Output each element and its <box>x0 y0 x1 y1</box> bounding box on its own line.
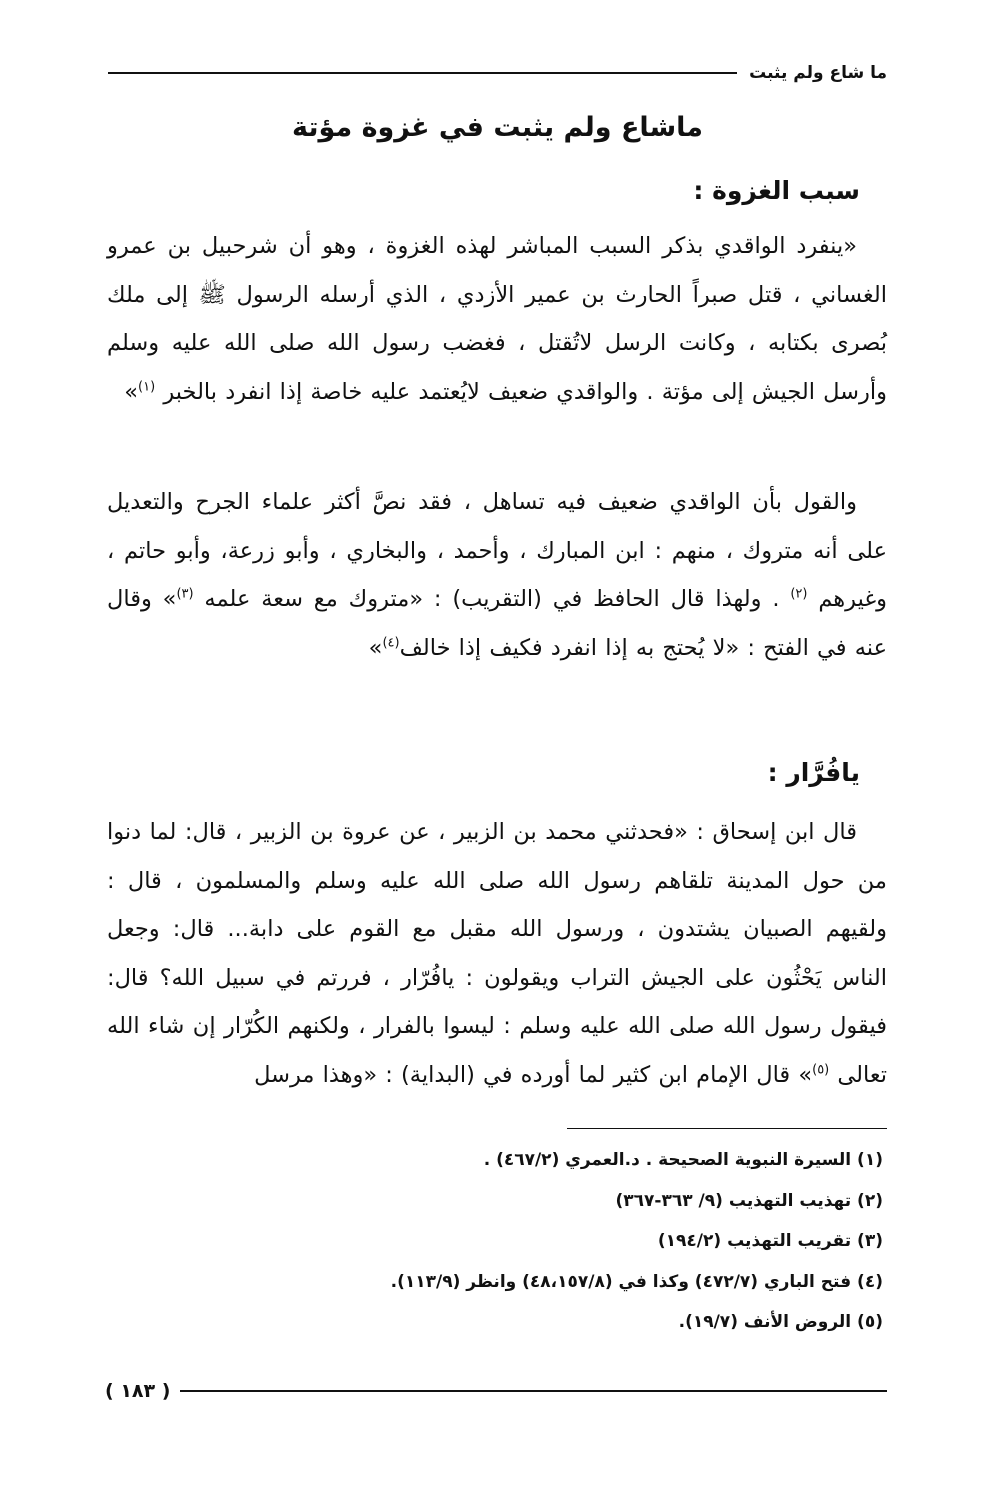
footnote-1: (١) السيرة النبوية الصحيحة . د.العمري (٤٦٧/٢) . <box>483 1150 883 1170</box>
footnote-ref-4[interactable]: (٤) <box>382 635 400 650</box>
footer-rule <box>180 1390 887 1392</box>
paragraph-cause-2 <box>107 478 887 672</box>
section-heading-cause: سبب الغزوة : <box>693 176 860 205</box>
paragraph-cause-2-text-b: . ولهذا قال الحافظ في (التقريب) : «متروك مع سعة علمه <box>204 586 791 612</box>
footnote-ref-2[interactable]: (٢) <box>790 586 808 602</box>
running-header <box>108 58 887 88</box>
paragraph-fleeing-text: قال ابن إسحاق : «فحدثني محمد بن الزبير ، عن عروة بن الزبير ، قال: لما دنوا من حول المدينة تلقاهم رسول الله صلى الله عليه وسلم والمسلمون ، قال : ولقيهم الصبيان يشتدون ، ورسول الله مقبل مع القوم على دابة... قال: وجعل الناس يَحْثُون على الجيش التراب ويقولون : يافُرّار ، فررتم في سبيل الله؟ قال: فيقول رسول الله صلى الله عليه وسلم : ليسوا بالفرار ، ولكنهم الكُرّار إن شاء الله تعالى <box>107 819 887 1088</box>
closing-quote: » <box>124 378 139 405</box>
footnote-separator <box>567 1128 887 1129</box>
paragraph-cause-2-text-c: » وقال عنه في الفتح : «لا يُحتج به إذا انفرد فكيف إذا خالف <box>107 586 887 661</box>
footnote-ref-5[interactable]: (٥) <box>812 1062 830 1077</box>
paragraph-fleeing <box>107 808 887 1099</box>
header-rule <box>108 72 737 74</box>
footnote-5: (٥) الروض الأنف (١٩/٧). <box>678 1312 883 1332</box>
paragraph-cause-1-text: «ينفرد الواقدي بذكر السبب المباشر لهذه الغزوة ، وهو أن شرحبيل بن عمرو الغساني ، قتل صبراً الحارث بن عمير الأزدي ، الذي أرسله الرسول ﷺ إلى ملك بُصرى بكتابه ، وكانت الرسل لاتُقتل ، فغضب رسول الله صلى الله عليه وسلم وأرسل الجيش إلى مؤتة . والواقدي ضعيف لايُعتمد عليه خاصة إذا انفرد بالخبر <box>107 233 887 405</box>
footnote-4: (٤) فتح الباري (٤٧٢/٧) وكذا في (٤٨،١٥٧/٨) وانظر (١١٣/٩). <box>390 1271 883 1292</box>
footnote-3: (٣) تقريب التهذيب (١٩٤/٢) <box>657 1231 883 1251</box>
footnote-ref-3[interactable]: (٣) <box>176 586 194 602</box>
paragraph-cause-1 <box>107 222 887 416</box>
running-title: ما شاع ولم يثبت <box>749 63 887 83</box>
section-heading-fleeing: يافُرَّار : <box>767 758 860 787</box>
closing-quote: » <box>368 634 383 661</box>
page-number: ( ١٨٣ ) <box>105 1380 171 1402</box>
page-footer <box>105 1378 887 1404</box>
paragraph-cause-2-text-a: والقول بأن الواقدي ضعيف فيه تساهل ، فقد نصَّ أكثر علماء الجرح والتعديل على أنه متروك ، منهم : ابن المبارك ، وأحمد ، والبخاري ، وأبو زرعة، وأبو حاتم ، وغيرهم <box>107 489 888 612</box>
paragraph-fleeing-tail: » قال الإمام ابن كثير لما أورده في (البداية) : «وهذا مرسل <box>254 1061 813 1088</box>
footnote-ref-1[interactable]: (١) <box>138 379 156 394</box>
footnotes <box>113 1140 883 1343</box>
footnote-2: (٢) تهذيب التهذيب (٩/ ٣٦٣-٣٦٧) <box>615 1190 883 1211</box>
chapter-title: ماشاع ولم يثبت في غزوة مؤتة <box>292 112 703 143</box>
